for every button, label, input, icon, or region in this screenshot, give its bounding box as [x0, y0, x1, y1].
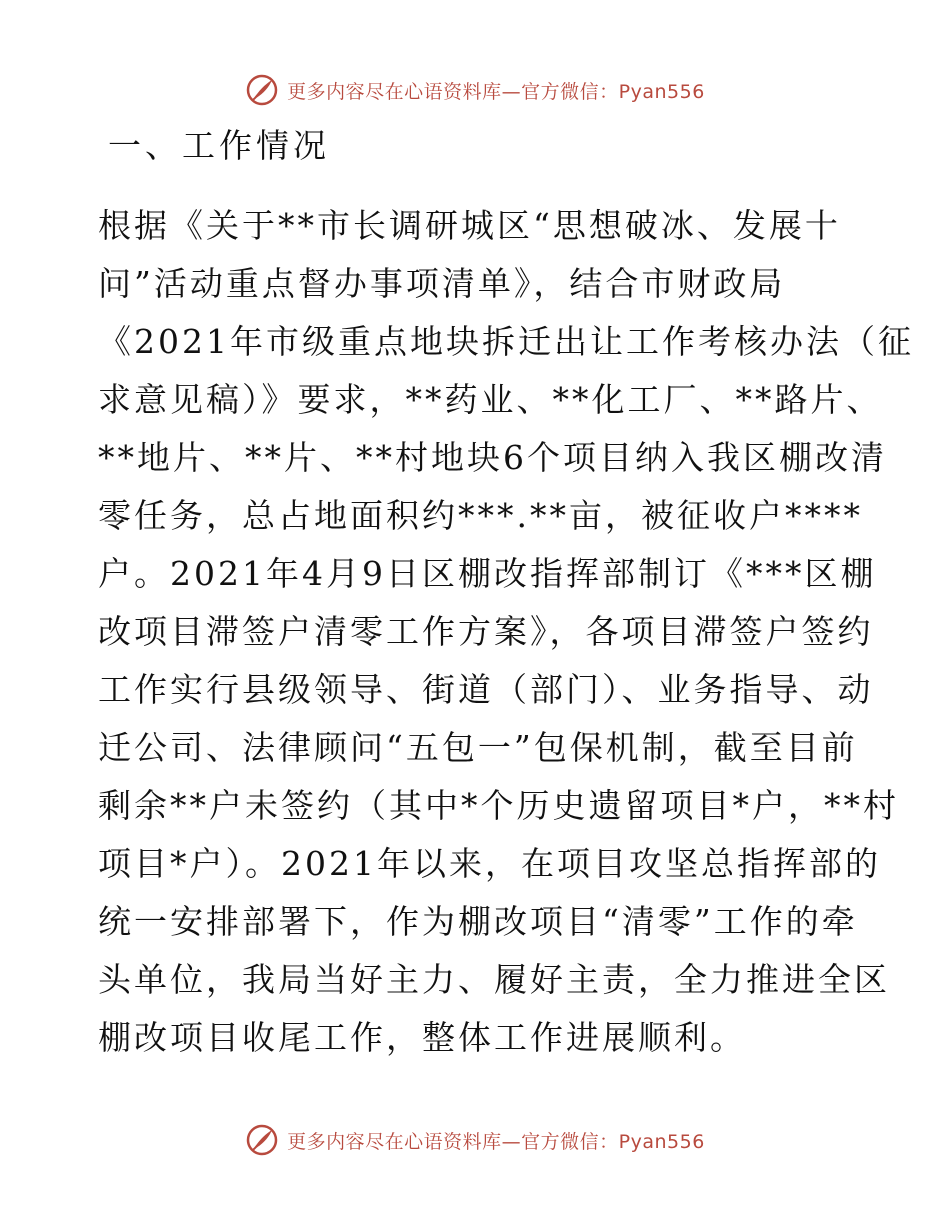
- text-line: 改项目滞签户清零工作方案》，各项目滞签户签约: [98, 612, 874, 651]
- text-line: 户。2021年4月9日区棚改指挥部制订《***区棚: [98, 554, 877, 593]
- section-heading: 一、工作情况: [108, 126, 330, 165]
- text-line: 头单位，我局当好主力、履好主责，全力推进全区: [98, 960, 890, 999]
- watermark-text: 更多内容尽在心语资料库—官方微信：Pyan556: [287, 1130, 705, 1153]
- quill-circle-icon: [245, 73, 279, 107]
- text-line: 统一安排部署下，作为棚改项目“清零”工作的牵: [98, 902, 858, 941]
- text-line: 迁公司、法律顾问“五包一”包保机制，截至目前: [98, 728, 858, 767]
- watermark-text: 更多内容尽在心语资料库—官方微信：Pyan556: [287, 80, 705, 103]
- text-line: 工作实行县级领导、街道（部门）、业务指导、动: [98, 670, 874, 709]
- text-line: 求意见稿）》要求，**药业、**化工厂、**路片、: [98, 380, 883, 419]
- text-line: 剩余**户未签约（其中*个历史遗留项目*户，**村: [98, 786, 899, 825]
- quill-circle-icon: [245, 1123, 279, 1157]
- text-line: 项目*户）。2021年以来，在项目攻坚总指挥部的: [98, 844, 881, 883]
- watermark-footer: [0, 1120, 950, 1160]
- text-line: 根据《关于**市长调研城区“思想破冰、发展十: [98, 206, 841, 245]
- text-line: 棚改项目收尾工作，整体工作进展顺利。: [98, 1018, 746, 1057]
- text-line: 零任务，总占地面积约***.**亩，被征收户****: [98, 496, 863, 535]
- text-line: 《2021年市级重点地块拆迁出让工作考核办法（征: [98, 322, 914, 361]
- text-line: 问”活动重点督办事项清单》，结合市财政局: [98, 264, 786, 303]
- body-paragraph: [98, 197, 914, 1067]
- text-line: **地片、**片、**村地块6个项目纳入我区棚改清: [98, 438, 887, 477]
- watermark-header: [0, 70, 950, 110]
